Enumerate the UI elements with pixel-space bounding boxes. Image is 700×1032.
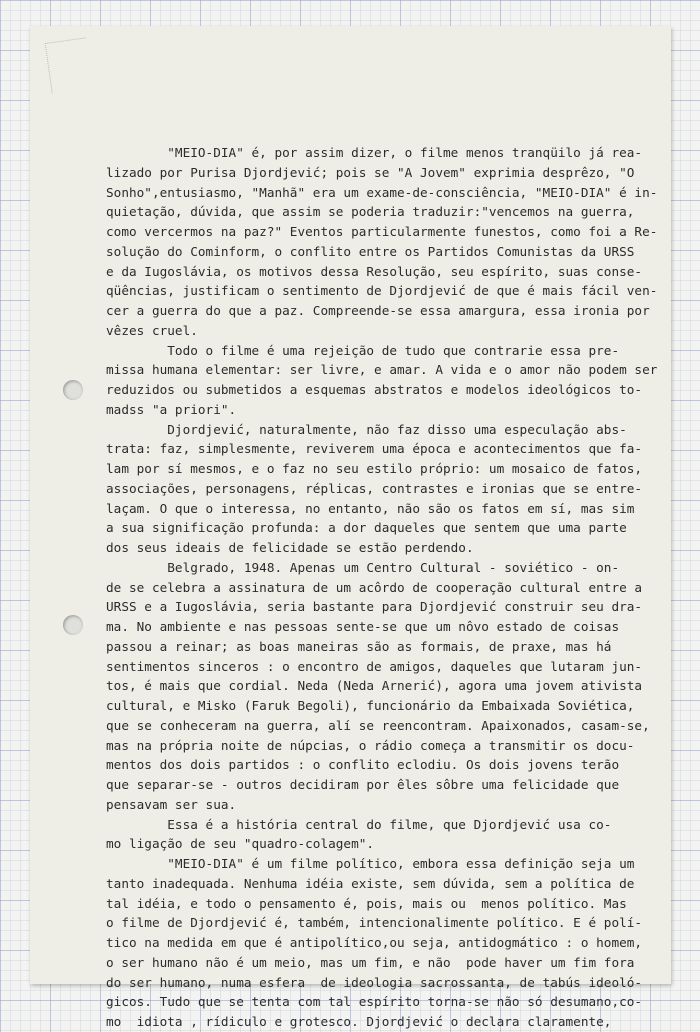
text-line: missa humana elementar: ser livre, e amar. A vida e o amor não podem ser [106, 362, 658, 378]
text-line: ma. No ambiente e nas pessoas sente-se que um nôvo estado de coisas [106, 619, 620, 634]
text-line: pensavam ser sua. [106, 796, 237, 812]
text-line: Essa é a história central do filme, que Djordjević usa co- [106, 816, 612, 832]
text-line: "MEIO-DIA" é um filme político, embora essa definição seja um [106, 856, 635, 871]
text-line: mentos dos dois partidos : o conflito eclodiu. Os dois jovens terão [106, 757, 620, 773]
text-line: quietação, dúvida, que assim se poderia traduzir:"vencemos na guerra, [106, 204, 635, 220]
text-line: Todo o filme é uma rejeição de tudo que contrarie essa pre- [106, 342, 620, 358]
text-line: que se conheceram na guerra, alí se reencontram. Apaixonados, casam-se, [106, 717, 650, 733]
text-line: qüências, justificam o sentimento de Djordjević de que é mais fácil ven- [106, 283, 658, 299]
text-line: URSS e a Iugoslávia, seria bastante para Djordjević construir seu dra- [106, 599, 643, 615]
text-line: do ser humano, numa esfera de ideologia sacrossanta, de tabús ideoló- [106, 974, 643, 990]
text-line: a sua significação profunda: a dor daqueles que sentem que uma parte [106, 520, 627, 536]
text-line: lizado por Purisa Djordjević; pois se "A Jovem" exprimia desprêzo, "O [106, 164, 635, 180]
text-line: sentimentos sinceros : o encontro de amigos, daqueles que lutaram jun- [106, 658, 643, 674]
text-line: reduzidos ou submetidos a esquemas abstratos e modelos ideológicos to- [106, 382, 643, 397]
text-line: que separar-se - outros decidiram por êles sôbre uma felicidade que [106, 777, 620, 792]
text-line: Djordjević, naturalmente, não faz disso uma especulação abs- [106, 421, 627, 437]
text-line: o ser humano não é um meio, mas um fim, e não pode haver um fim fora [106, 954, 635, 970]
text-line: dos seus ideais de felicidade se estão perdendo. [106, 540, 474, 555]
text-line: mas na própria noite de núpcias, o rádio começa a transmitir os docu- [106, 737, 635, 753]
text-line: Belgrado, 1948. Apenas um Centro Cultural - soviético - on- [106, 559, 620, 575]
typed-page [30, 26, 671, 1029]
text-line: passou a reinar; as boas maneiras são as formais, de praxe, mas há [106, 638, 612, 654]
text-line: mo idiota , rídiculo e grotesco. Djordjević o declara claramente, [106, 1014, 612, 1029]
text-line: tal idéia, e todo o pensamento é, pois, mais ou menos político. Mas [106, 895, 627, 911]
punch-hole-upper [63, 380, 83, 400]
text-line: tos, é mais que cordial. Neda (Neda Arnerić), agora uma jovem ativista [106, 678, 643, 694]
text-line: laçam. O que o interessa, no entanto, não são os fatos em sí, mas sim [106, 500, 635, 516]
text-line: madss "a priori". [106, 401, 237, 417]
text-line: Sonho",entusiasmo, "Manhã" era um exame-de-consciência, "MEIO-DIA" é in- [106, 184, 658, 200]
text-line: tico na medida em que é antipolítico,ou seja, antidogmático : o homem, [106, 935, 643, 950]
text-line: cultural, e Misko (Faruk Begoli), funcionário da Embaixada Soviética, [106, 698, 635, 713]
text-line: como vercermos na paz?" Eventos particularmente funestos, como foi a Re- [106, 224, 658, 239]
text-line: associações, personagens, réplicas, contrastes e ironias que se entre- [106, 480, 643, 496]
text-line: vêzes cruel. [106, 322, 198, 338]
text-line: gicos. Tudo que se tenta com tal espírito torna-se não só desumano,co- [106, 994, 643, 1010]
typewritten-text [106, 143, 671, 1032]
text-line: tanto inadequada. Nenhuma idéia existe, sem dúvida, sem a política de [106, 875, 635, 891]
text-line: lam por sí mesmos, e o faz no seu estilo próprio: um mosaico de fatos, [106, 461, 643, 476]
text-line: o filme de Djordjević é, também, intencionalimente político. E é polí- [106, 915, 643, 931]
text-line: trata: faz, simplesmente, reviverem uma época e acontecimentos que fa- [106, 441, 643, 457]
text-line: mo ligação de seu "quadro-colagem". [106, 836, 375, 852]
text-line: de se celebra a assinatura de um acôrdo de cooperação cultural entre a [106, 579, 643, 595]
corner-mark [45, 37, 93, 93]
text-line: "MEIO-DIA" é, por assim dizer, o filme menos tranqüilo já rea- [106, 145, 643, 160]
text-line: e da Iugoslávia, os motivos dessa Resolução, seu espírito, suas conse- [106, 263, 643, 279]
text-line: solução do Cominform, o conflito entre os Partidos Comunistas da URSS [106, 243, 635, 259]
text-line: cer a guerra do que a paz. Compreende-se essa amargura, essa ironia por [106, 303, 650, 318]
punch-hole-lower [63, 615, 83, 635]
